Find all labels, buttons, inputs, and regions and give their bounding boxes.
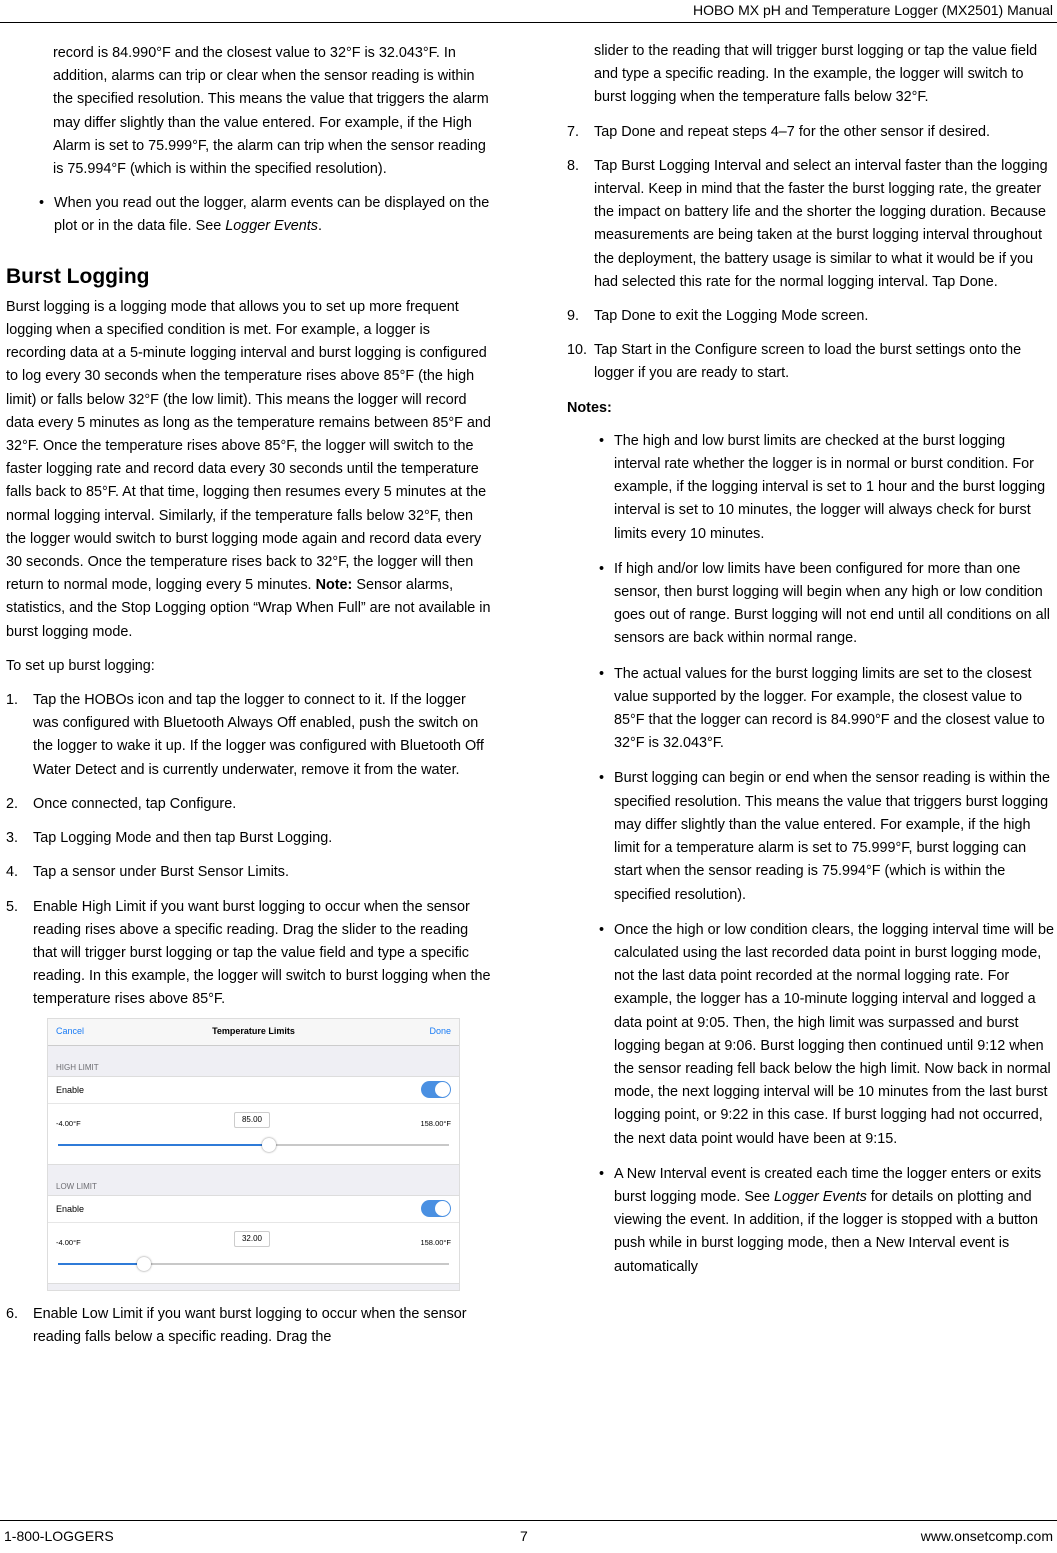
notes-heading: Notes: [567,399,612,416]
high-slider-track[interactable] [58,1144,449,1146]
low-min-label: -4.00°F [56,1237,81,1247]
high-max-label: 158.00°F [420,1118,451,1128]
list-item: • If high and/or low limits have been configured for more than one sensor, then burst logging will begin when any high or low condition goes out of range. Burst logging will not end until all conditions on all sensors are back within normal range. [567,558,1055,651]
setup-lead: To set up burst logging: [6,657,155,674]
list-item: • Once the high or low condition clears, the logging interval time will be calculated using the last recorded data point in burst logging mode, not the last data point recorded at the normal logging rate. For example, the logger has a 10-minute logging interval and logged a data point at 9:05. Then, the high limit was surpassed and burst logging began at 9:06. Burst logging then continued until 9:12 when the sensor reading fell back below the high limit. Now back in normal mode, the next logging interval will be 10 minutes from the last burst logging point, or 9:22 in this case. If burst logging had not occurred, the next data point would have been at 9:15. [567,919,1055,1151]
high-enable-toggle[interactable] [421,1081,451,1098]
low-enable-label: Enable [56,1203,85,1214]
high-limit-section-label: HIGH LIMIT [56,1062,99,1072]
footer-website[interactable]: www.onsetcomp.com [920,1528,1053,1544]
notes-list [567,430,1055,1279]
list-item: • A New Interval event is created each time the logger enters or exits burst logging mode. See Logger Events for details on plotting and viewing the event. In addition, if the logger is stopped with a button push while in burst logging mode, then a New Interval event is automatically [567,1163,1055,1279]
low-slider-track[interactable] [58,1263,449,1265]
list-item: • The actual values for the burst logging limits are set to the closest value supported by the logger. For example, the closest value to 85°F that the logger can record is 84.990°F and the closest value to 32°F is 32.043°F. [567,663,1055,756]
list-item: • Burst logging can begin or end when the sensor reading is within the specified resolution. This means the value that triggers burst logging may differ slightly than the value entered. For example, if the high limit for a temperature alarm is set to 75.999°F, burst logging can start when the sensor reading is 75.994°F (which is within the specified resolution). [567,767,1055,906]
high-limit-panel [48,1076,459,1165]
list-item: 8. Tap Burst Logging Interval and select an interval faster than the logging interval. Keep in mind that the faster the burst logging rate, the greater the impact on battery life and the shorter the logging duration. Because measurements are being taken at the burst logging interval throughout the deployment, the battery usage is similar to what it would be if you had selected this rate for the normal logging interval. Tap Done. [567,157,1048,290]
screenshot-title: Temperature Limits [212,1025,295,1036]
list-item: 7. Tap Done and repeat steps 4–7 for the other sensor if desired. [567,123,990,140]
list-item: 3. Tap Logging Mode and then tap Burst Logging. [6,830,333,847]
high-min-label: -4.00°F [56,1118,81,1128]
setup-steps [6,689,492,1011]
list-item: • The high and low burst limits are checked at the burst logging interval rate whether the logger is in normal or burst condition. For example, if the logging interval is set to 1 hour and the burst logging interval is set to 10 minutes, the logger will always check for burst limits every 10 minutes. [567,430,1055,546]
low-max-label: 158.00°F [420,1237,451,1247]
high-value-field[interactable]: 85.00 [234,1112,270,1128]
footer-phone: 1-800-LOGGERS [4,1528,114,1544]
manual-title: HOBO MX pH and Temperature Logger (MX2501) Manual [692,2,1053,18]
page-number: 7 [520,1528,528,1544]
low-slider-thumb[interactable] [137,1257,151,1271]
step6-continuation: slider to the reading that will trigger burst logging or tap the value field and type a specific reading. In the example, the logger will switch to burst logging when the temperature falls below 32°F. [594,43,1038,106]
temperature-limits-screenshot [47,1018,460,1291]
logger-events-link[interactable]: Logger Events [774,1188,867,1205]
low-slider-fill [58,1263,144,1265]
low-enable-row [48,1196,459,1223]
high-slider-row [48,1104,459,1164]
low-limit-panel [48,1195,459,1284]
high-enable-row [48,1077,459,1104]
high-enable-label: Enable [56,1084,85,1095]
alarm-bullet-list [6,192,492,238]
done-button[interactable]: Done [429,1025,451,1036]
alarm-continuation-paragraph: record is 84.990°F and the closest value to 32°F is 32.043°F. In addition, alarms can trip or clear when the sensor reading is within the specified resolution. This means the value that triggers the alarm may differ slightly than the value entered. For example, if the High Alarm is set to 75.999°F, the alarm can trip when the sensor reading is 75.994°F (which is within the specified resolution). [53,45,489,178]
list-item: 6. Enable Low Limit if you want burst logging to occur when the sensor reading falls below a specific reading. Drag the [6,1305,467,1345]
right-column [567,40,1055,1291]
low-limit-section-label: LOW LIMIT [56,1181,97,1191]
list-item: • When you read out the logger, alarm events can be displayed on the plot or in the data file. See Logger Events. [6,192,492,238]
list-item: 1. Tap the HOBOs icon and tap the logger to connect to it. If the logger was configured with Bluetooth Always Off enabled, push the switch on the logger to wake it up. If the logger was configured with Bluetooth Off Water Detect and is currently underwater, remove it from the water. [6,692,484,778]
setup-steps-continued [6,1303,492,1349]
burst-intro-paragraph: Burst logging is a logging mode that allows you to set up more frequent logging when a specified condition is met. For example, a logger is recording data at a 5-minute logging interval and burst logging is configured to log every 30 seconds when the temperature rises above 85°F (the high limit) or falls below 32°F (the low limit). This means the logger will record data every 5 minutes as long as the temperature remains between 85°F and 32°F. Once the temperature rises above 85°F, the logger will switch to the faster logging rate and record data every 30 seconds until the temperature falls back to 85°F. At that time, logging then resumes every 5 minutes at the normal logging interval. Similarly, if the temperature falls below 32°F, then the logger would switch to burst logging mode again and record data every 30 seconds. Once the temperature rises back to 32°F, the logger will then return to normal mode, logging every 5 minutes. Note: Sensor alarms, statistics, and the Stop Logging option “Wrap When Full” are not available in burst logging mode. [6,298,491,640]
page-footer [0,1520,1057,1553]
high-slider-thumb[interactable] [262,1138,276,1152]
list-item: 4. Tap a sensor under Burst Sensor Limits. [6,864,289,881]
low-value-field[interactable]: 32.00 [234,1231,270,1247]
setup-steps-right [567,121,1055,386]
left-column [6,42,492,1360]
low-slider-row [48,1223,459,1283]
page-header [0,0,1057,23]
section-heading: Burst Logging [6,264,150,288]
list-item: 10. Tap Start in the Configure screen to load the burst settings onto the logger if you are ready to start. [567,342,1022,382]
list-item: 5. Enable High Limit if you want burst logging to occur when the sensor reading rises above a specific reading. Drag the slider to the reading that will trigger burst logging or tap the value field and type a specific reading. In this example, the logger will switch to burst logging when the temperature rises above 85°F. [6,898,491,1008]
list-item: 2. Once connected, tap Configure. [6,795,237,812]
cancel-button[interactable]: Cancel [56,1025,85,1036]
screenshot-nav-bar [48,1019,459,1046]
low-enable-toggle[interactable] [421,1200,451,1217]
list-item: 9. Tap Done to exit the Logging Mode screen. [567,308,869,325]
logger-events-link[interactable]: Logger Events [225,218,319,235]
high-slider-fill [58,1144,269,1146]
